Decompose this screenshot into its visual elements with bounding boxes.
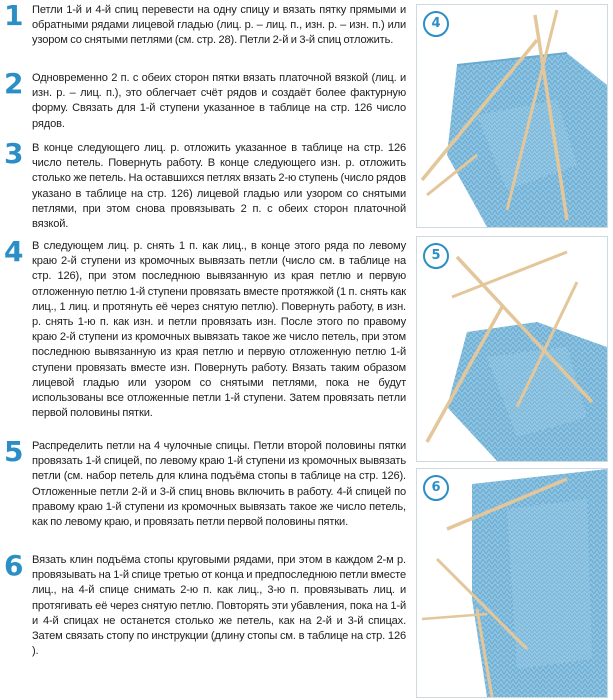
step-text: В конце следующего лиц. р. отложить указанное в таблице на стр. 126 число петель. Повернуть работу. В конце следующего изн. р. отложить столько же петель. На оставшихся петлях вязать 2-ю ступень (число рядов указано в таблице на стр. 126) лицевой гладью или узором со снятыми петлями, при этом снова провязывать 2 п. с обеих сторон платочной вязкой. (32, 142, 406, 231)
step-number: 5 (4, 435, 24, 468)
step-text: Петли 1-й и 4-й спиц перевести на одну спицу и вязать пятку прямыми и обратными рядами лицевой гладью (лиц. р. – лиц. п., изн. р. – изн. п.) или узором со снятыми петлями (см. стр. 28). Петли 2-й и 3-й спиц отложить. (32, 4, 406, 47)
photo-badge: 4 (423, 11, 449, 37)
photo-step-4 (416, 4, 608, 228)
photo-badge: 5 (423, 243, 449, 269)
step-text: Вязать клин подъёма стопы круговыми рядами, при этом в каждом 2-м р. провязывать на 1-й спице третью от конца и предпоследнюю петли вместе лиц., на 4-й спице снимать 2-ю п. как лиц., 3-ю п. провязывать лиц. и протягивать её через снятую петлю. Повторять эти убавления, пока на 1-й и 4-й спицах не останется столько же петель, как на 2-й и 3-й спицах. Затем связать стопу по инструкции (длину стопы см. в таблице на стр. 126 ). (32, 554, 406, 658)
step-number: 3 (4, 137, 24, 170)
step-text: Распределить петли на 4 чулочные спицы. Петли второй половины пятки провязать 1-й спицей, по левому краю 1-й ступени из кромочных вывязать петли (см. набор петель для клина подъёма стопы в таблице на стр. 126). Отложенные петли 2-й и 3-й спиц вновь включить в работу. 4-й спицей по правому краю 1-й ступени из кромочных вывязать такое же число петель, как по левому краю, и провязать петли первой половины пятки. (32, 440, 406, 529)
step-number: 2 (4, 67, 24, 100)
photo-step-5 (416, 236, 608, 462)
step-number: 6 (4, 549, 24, 582)
knitting-photo-4 (417, 5, 607, 227)
step-number: 1 (4, 0, 24, 32)
knitting-photo-5 (417, 237, 607, 461)
photo-step-6 (416, 468, 608, 698)
step-text: В следующем лиц. р. снять 1 п. как лиц., в конце этого ряда по левому краю 2-й ступени из кромочных вывязать петли (число см. в таблице на стр. 126), при этом последнюю вывязанную из края петлю и первую отложенную петлю 1-й ступени провязать вместе протяжкой (1 п. снять как лиц., 1 лиц. и протянуть её через снятую петлю). Повернуть работу, в изн. р. снять 1-ю п. как изн. и петли провязать изн. После этого по правому краю 2-й ступени из кромочных вывязать такое же число петель, при этом последнюю вывязанную из края петлю и первую отложенную петлю 1-й ступени провязать вместе изн. Повернуть работу. Вязать таким образом лицевой гладью или узором со снятыми петлями, пока не будут использованы все отложенные петли 1-й ступени. Затем провязать петли первой половины пятки. (32, 240, 406, 420)
step-number: 4 (4, 235, 24, 268)
step-text: Одновременно 2 п. с обеих сторон пятки вязать платочной вязкой (лиц. и изн. р. – лиц. п.), это облегчает счёт рядов и создаёт более фактурную форму. Связать для 1-й ступени указанное в таблице на стр. 126 число рядов. (32, 72, 406, 130)
knitting-photo-6 (417, 469, 607, 697)
photo-badge: 6 (423, 475, 449, 501)
